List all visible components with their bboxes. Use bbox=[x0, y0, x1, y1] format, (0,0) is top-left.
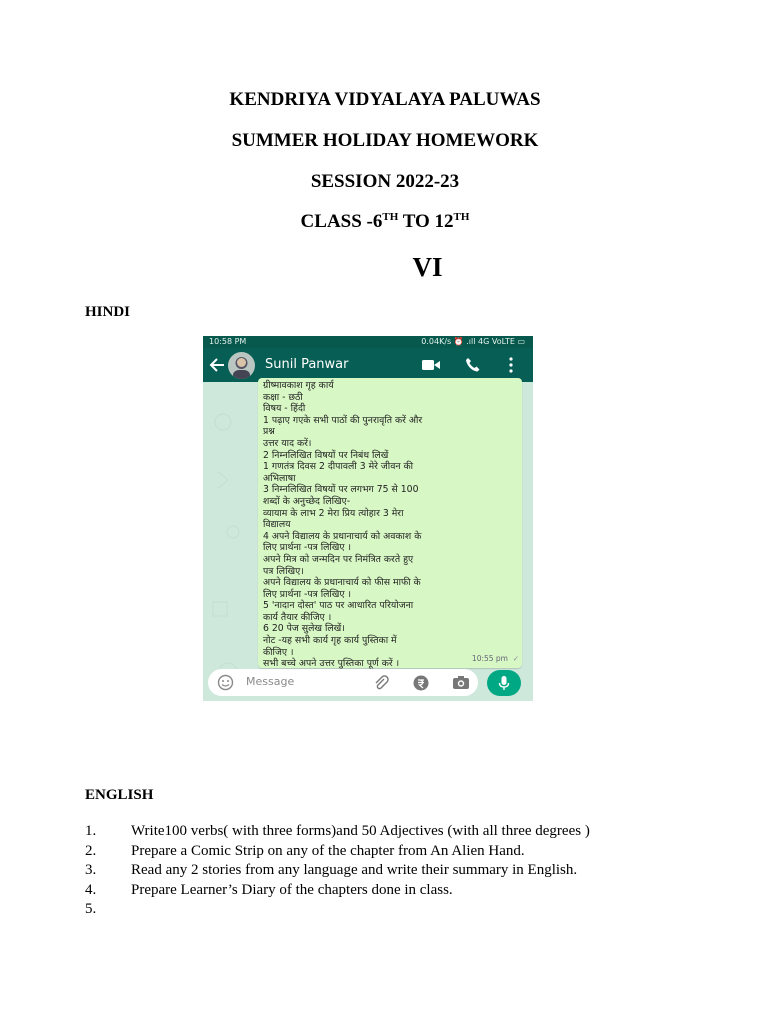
class-label: VI bbox=[412, 252, 443, 282]
message-line: नोट -यह सभी कार्य गृह कार्य पुस्तिका में bbox=[263, 635, 397, 647]
status-time: 10:58 PM bbox=[209, 337, 247, 346]
message-line: पत्र लिखिए। bbox=[263, 565, 304, 577]
message-line: ग्रीष्मावकाश गृह कार्य bbox=[263, 380, 334, 391]
camera-icon[interactable] bbox=[452, 675, 470, 690]
class-range-start: CLASS -6 bbox=[300, 211, 383, 232]
class-range-sup-end: TH bbox=[453, 211, 470, 223]
list-item-text: Prepare a Comic Strip on any of the chapter from An Alien Hand. bbox=[131, 842, 525, 859]
message-bubble[interactable] bbox=[258, 378, 522, 668]
list-item-text: Read any 2 stories from any language and write their summary in English. bbox=[131, 862, 578, 878]
message-line: 4 अपने विद्यालय के प्रधानाचार्य को अवकाश के bbox=[263, 530, 422, 542]
message-text bbox=[263, 380, 519, 670]
avatar[interactable] bbox=[228, 352, 255, 379]
message-line: 5 'नादान दोस्त' पाठ पर आधारित परियोजना bbox=[263, 600, 414, 612]
message-line: उत्तर याद करें। bbox=[263, 437, 312, 449]
message-input[interactable] bbox=[208, 669, 478, 696]
message-line: लिए प्रार्थना -पत्र लिखिए । bbox=[263, 542, 352, 554]
more-options-icon[interactable] bbox=[508, 356, 514, 374]
list-item-number: 3. bbox=[85, 862, 97, 878]
list-item-number: 1. bbox=[85, 823, 97, 839]
avatar-person-icon bbox=[228, 352, 255, 379]
message-line: शब्दों के अनुच्छेद लिखिए- bbox=[263, 495, 351, 507]
message-line: विषय - हिंदी bbox=[263, 403, 306, 415]
contact-name[interactable]: Sunil Panwar bbox=[265, 357, 349, 372]
message-line: अपने विद्यालय के प्रधानाचार्य को फीस माफी के bbox=[263, 577, 421, 589]
message-line: 1 गणतंत्र दिवस 2 दीपावली 3 मेरे जीवन की bbox=[263, 461, 414, 473]
status-bar bbox=[203, 336, 533, 348]
chat-header bbox=[203, 348, 533, 382]
message-time: 10:55 pm bbox=[471, 654, 508, 663]
message-line: सभी बच्चे अपने उत्तर पुस्तिका पूर्ण करें । bbox=[263, 658, 400, 670]
read-ticks-icon: ✓ bbox=[512, 654, 519, 663]
message-placeholder: Message bbox=[246, 675, 295, 688]
message-line: प्रश्न bbox=[263, 426, 275, 438]
video-call-icon[interactable] bbox=[421, 358, 441, 372]
message-line: अपने मित्र को जन्मदिन पर निमंत्रित करते हुए bbox=[263, 553, 414, 565]
payment-icon[interactable] bbox=[413, 675, 429, 691]
class-range-sup-start: TH bbox=[382, 211, 399, 223]
attach-icon[interactable] bbox=[373, 675, 389, 691]
message-line: कार्य तैयार कीजिए । bbox=[263, 611, 332, 623]
class-range-end: TO 12 bbox=[398, 211, 454, 232]
message-line: 6 20 पेज सुलेख लिखें। bbox=[263, 623, 345, 635]
section-heading-hindi: HINDI bbox=[85, 304, 131, 320]
voice-record-button[interactable] bbox=[487, 670, 521, 696]
microphone-icon bbox=[497, 675, 511, 691]
school-name: KENDRIYA VIDYALAYA PALUWAS bbox=[229, 89, 541, 110]
homework-title: SUMMER HOLIDAY HOMEWORK bbox=[231, 130, 539, 151]
session-label: SESSION 2022-23 bbox=[310, 171, 460, 192]
message-line: विद्यालय bbox=[263, 519, 291, 531]
status-network: 0.04K/s ⏰ .ıll 4G VoLTE ▭ bbox=[421, 337, 525, 346]
message-line: 1 पढ़ाए गएके सभी पाठों की पुनरावृति करें और bbox=[263, 414, 423, 426]
list-item-number: 2. bbox=[85, 842, 97, 859]
list-item-number: 5. bbox=[85, 901, 97, 917]
whatsapp-screenshot bbox=[203, 336, 533, 701]
message-line: लिए प्रार्थना -पत्र लिखिए । bbox=[263, 588, 352, 600]
message-line: कीजिए । bbox=[263, 646, 294, 658]
class-range bbox=[0, 211, 770, 233]
message-line: 3 निम्नलिखित विषयों पर लगभग 75 से 100 bbox=[263, 484, 419, 496]
back-arrow-icon[interactable] bbox=[208, 356, 226, 374]
emoji-icon[interactable] bbox=[217, 674, 234, 691]
message-line: व्यायाम के लाभ 2 मेरा प्रिय त्योहार 3 मेरा bbox=[263, 507, 404, 519]
message-line: 2 निम्नलिखित विषयों पर निबंध लिखें bbox=[263, 449, 389, 461]
section-heading-english: ENGLISH bbox=[85, 787, 154, 803]
phone-call-icon[interactable] bbox=[465, 357, 481, 373]
message-line: अभिलाषा bbox=[263, 472, 296, 484]
list-item-text: Write100 verbs( with three forms)and 50 Adjectives (with all three degrees ) bbox=[131, 823, 590, 839]
list-item-number: 4. bbox=[85, 881, 97, 898]
message-line: कक्षा - छठी bbox=[263, 391, 303, 403]
list-item-text: Prepare Learner’s Diary of the chapters done in class. bbox=[131, 881, 453, 898]
